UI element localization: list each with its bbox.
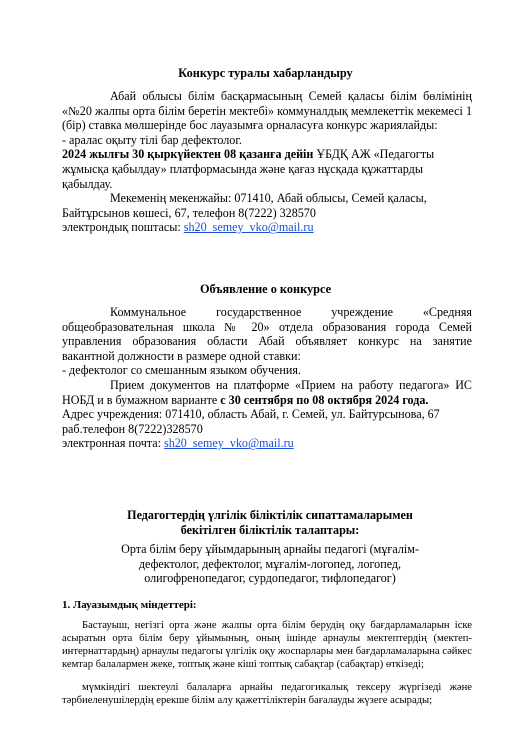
duties: [62, 619, 472, 707]
ru-body: [62, 305, 472, 451]
kz-email-label: электрондық поштасы:: [62, 220, 184, 235]
ru-email-line: [62, 436, 472, 451]
requirements-subtitle: Орта білім беру ұйымдарының арнайы педагогі (мұғалім-дефектолог, дефектолог, мұғалім-логопед, логопед, олигофренопедагог, сурдопедагог, тифлопедагог): [121, 542, 419, 586]
kz-dates: [62, 147, 472, 191]
ru-docs-normal: Прием документов на платформе «Прием на работу педагога» ИС НОБД и в бумажном варианте: [62, 377, 472, 407]
ru-address: Адрес учреждения: 071410, область Абай, г. Семей, ул. Байтурсынова, 67: [62, 407, 440, 422]
ru-title: Объявление о конкурсе: [199, 282, 332, 296]
kz-body: [62, 89, 472, 235]
duty-2: мүмкіндігі шектеулі балаларға арнайы педагогикалық тексеру жүргізеді және тәрбиеленушілердің ерекше білім алу қажеттіліктерін бағалауды жүзеге асырады;: [62, 682, 472, 706]
kz-email-link[interactable]: sh20_semey_vko@mail.ru: [183, 220, 314, 235]
kz-intro: Абай облысы білім басқармасының Семей қаласы білім бөлімінің «№20 жалпы орта білім беретін мектебі» коммуналдық мемлекеттік мекемесі 1 (бір) ставка мөлшерінде бос лауазымға орналасуға конкурс жариялайды:: [62, 89, 472, 133]
kz-title: Конкурс туралы хабарландыру: [178, 66, 353, 80]
section-1-heading: 1. Лауазымдық міндеттері:: [62, 599, 197, 611]
kz-email-line: [62, 220, 472, 235]
kz-dates-bold: 2024 жылғы 30 қыркүйектен 08 қазанға дейін: [62, 147, 314, 162]
ru-intro: Коммунальное государственное учреждение «Средняя общеобразовательная школа № 20» отдела образования города Семей управления образования области Абай объявляет конкурс на занятие вакантной должности в размере одной ставки:: [62, 305, 472, 363]
ru-docs-bold: с 30 сентября по 08 октября 2024 года.: [220, 392, 429, 407]
requirements-title: Педагогтердің үлгілік біліктілік сипаттамаларымен бекітілген біліктілік талаптары:: [127, 508, 413, 537]
ru-position: - дефектолог со смешанным языком обучения.: [62, 363, 301, 378]
duty-1: Бастауыш, негізгі орта және жалпы орта білім берудің оқу бағдарламаларын іске асыратын орта білім беру ұйымының, оның ішінде арнаулы мектептердің (мектеп-интернаттардың) арнаулы педагогы үлгілік оқу жоспарлары мен бағдарламаларына сәйкес кемтар балалармен жеке, топтық және кіші топтық сабақтар (сабақтар) өткізеді;: [62, 620, 472, 670]
kz-dates-rest: ҰБДҚ АЖ «Педагогты жұмысқа қабылдау» платформасында және қағаз нұсқада құжаттарды қабылдау.: [62, 147, 435, 191]
ru-email-label: электронная почта:: [62, 436, 164, 451]
ru-email-link[interactable]: sh20_semey_vko@mail.ru: [164, 436, 294, 451]
ru-docs: [62, 378, 472, 407]
kz-position: - аралас оқыту тілі бар дефектолог.: [62, 132, 242, 147]
kz-address: Мекеменің мекенжайы: 071410, Абай облысы, Семей қаласы, Байтұрсынов көшесі, 67, телефон 8(7222) 328570: [62, 191, 427, 220]
ru-phone: раб.телефон 8(7222)328570: [62, 421, 203, 436]
